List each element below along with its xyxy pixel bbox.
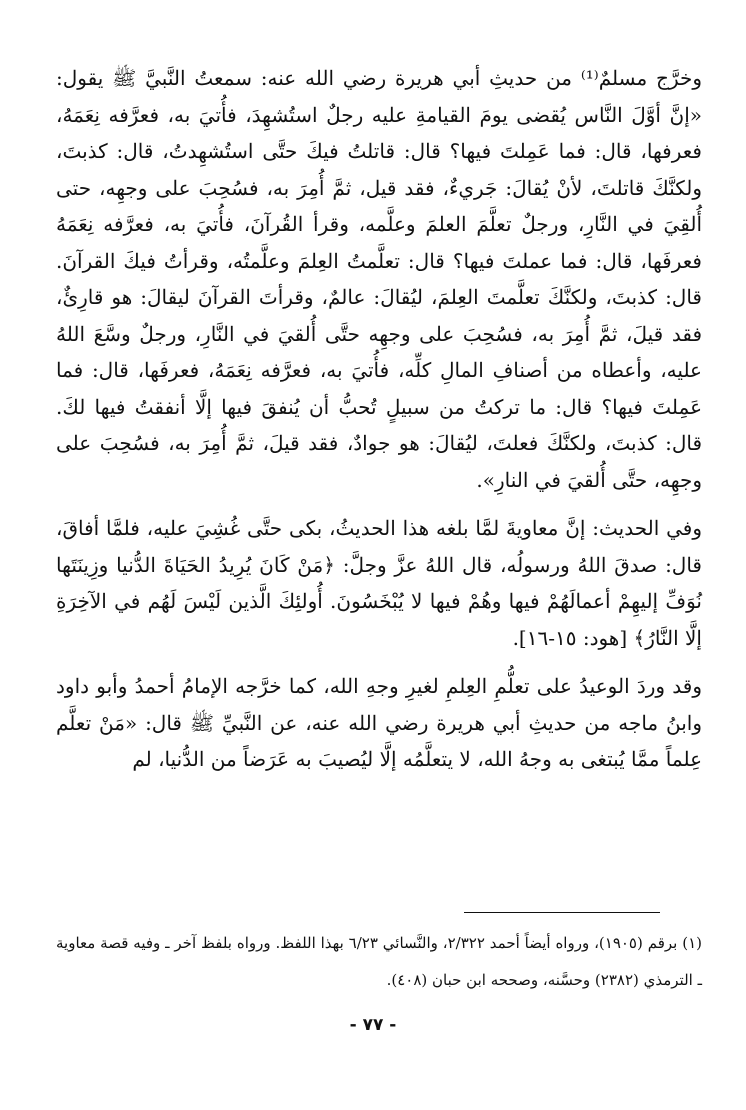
paragraph-muawiya: وفي الحديث: إنَّ معاويةَ لمَّا بلغه هذا الحديثُ، بكى حتَّى غُشِيَ عليه، فلمَّا أفاقَ، قال: صدقَ اللهُ ورسولُه، قال اللهُ عزَّ وجلَّ: ﴿مَنْ كَانَ يُرِيدُ الحَيَاةَ الدُّنيا وزِينَتَها نُوَفِّ إليهِمْ أعمالَهُمْ فيها وهُمْ فيها لا يُبْخَسُونَ. أُولئِكَ الَّذين لَيْسَ لَهُم في الآخِرَةِ إلَّا النَّارُ﴾ [هود: ١٥-١٦]. [56, 516, 702, 650]
footnote: (١) برقم (١٩٠٥)، ورواه أيضاً أحمد ٢/٣٢٢، والنَّسائي ٦/٢٣ بهذا اللفظ. ورواه بلفظ آخر ـ وفيه قصة معاوية ـ الترمذي (٢٣٨٢) وحسَّنه، وصححه ابن حبان (٤٠٨). [56, 934, 702, 989]
page-number: - ٧٧ - [349, 1015, 397, 1035]
paragraph-hadith-muslim: وخرَّج مسلمٌ⁽¹⁾ من حديثِ أبي هريرة رضي الله عنه: سمعتُ النَّبيَّ ﷺ يقول: «إنَّ أوَّلَ النَّاس يُقضى يومَ القيامةِ عليه رجلٌ استُشهِدَ، فأُتيَ به، فعرَّفه نِعَمَهُ، فعرفها، قال: فما عَمِلتَ فيها؟ قال: قاتلتُ فيكَ حتَّى استُشهِدتُ، قال: كذبتَ، ولكنَّكَ قاتلتَ، لأنْ يُقالَ: جَريءٌ، فقد قيل، ثمَّ أُمِرَ به، فسُحِبَ على وجهِه، حتى أُلقِيَ في النَّارِ، ورجلٌ تعلَّمَ العلمَ وعلَّمه، وقرأ القُرآنَ، فأُتيَ به، فعرَّفه نِعَمَهُ فعرفَها، قال: فما عملتَ فيها؟ قال: تعلَّمتُ العِلمَ وعلَّمتُه، وقرأتُ فيكَ القرآنَ. قال: كذبتَ، ولكنَّكَ تعلَّمتَ العِلمَ، ليُقالَ: عالمٌ، وقرأتَ القرآنَ ليقالَ: هو قارِئٌ، فقد قيلَ، ثمَّ أُمِرَ به، فسُحِبَ على وجهِه حتَّى أُلقيَ في النَّارِ، ورجلٌ وسَّعَ اللهُ عليه، وأعطاه من أصنافِ المالِ كلِّه، فأُتيَ به، فعرَّفه نِعَمَهُ، فعرفَها، قال: فما عَمِلتَ فيها؟ قال: ما تركتُ من سبيلٍ تُحبُّ أن يُنفقَ فيها إلَّا أنفقتُ فيها لكَ. قال: كذبتَ، ولكنَّكَ فعلتَ، ليُقالَ: هو جوادٌ، فقد قيلَ، ثمَّ أُمِرَ به، فسُحِبَ على وجهِه، حتَّى أُلقيَ في النارِ». [56, 66, 702, 492]
footnote-separator [464, 912, 660, 913]
main-text [56, 60, 702, 790]
paragraph-warning: وقد وردَ الوعيدُ على تعلُّمِ العِلمِ لغيرِ وجهِ الله، كما خرَّجه الإمامُ أحمدُ وأبو داود وابنُ ماجه من حديثِ أبي هريرة رضي الله عنه، عن النَّبيِّ ﷺ قال: «مَنْ تعلَّم عِلماً ممَّا يُبتغى به وجهُ الله، لا يتعلَّمُه إلَّا ليُصيبَ به عَرَضاً من الدُّنيا، لم [56, 674, 702, 771]
